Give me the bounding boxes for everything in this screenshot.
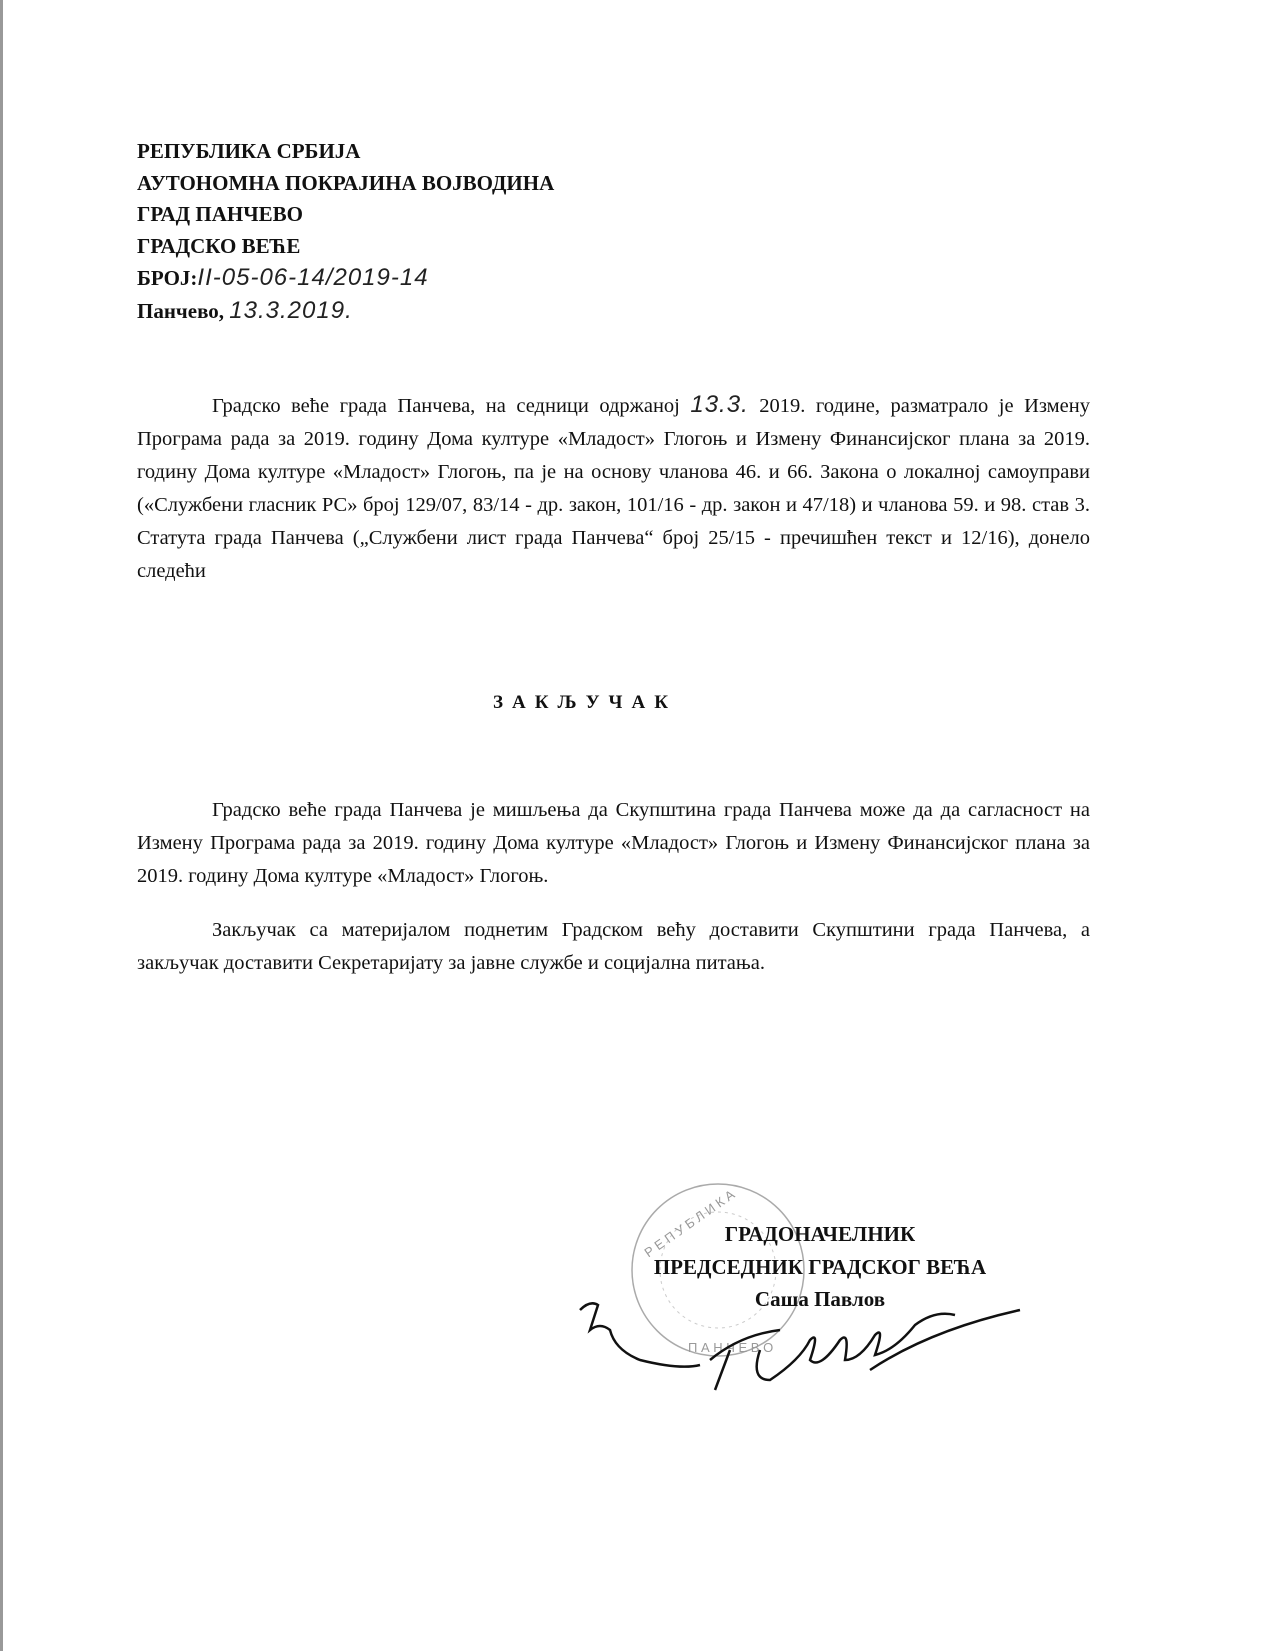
- delivery-text: Закључак са материјалом поднетим Градском већу доставити Скупштини града Панчева, а закључак доставити Секретаријату за јавне службе и социјална питања.: [137, 919, 1090, 974]
- delivery-paragraph: [137, 914, 1090, 980]
- signatory-role-mayor: ГРАДОНАЧЕЛНИК: [724, 1222, 916, 1246]
- svg-text:Р Е П У Б Л И К А: Р Е П У Б Л И К А: [641, 1186, 738, 1261]
- date-handwritten: 13.3.2019.: [229, 296, 353, 324]
- intro-text-start: Градско веће града Панчева, на седници одржаној: [212, 395, 691, 417]
- svg-text:П А Н Ч Е В О: П А Н Ч Е В О: [688, 1340, 774, 1355]
- header-number: [137, 262, 554, 295]
- header-council: ГРАДСКО ВЕЋЕ: [137, 233, 301, 258]
- document-title: ЗАКЉУЧАК: [493, 692, 677, 713]
- handwritten-signature: [570, 1290, 1040, 1400]
- conclusion-text: Градско веће града Панчева је мишљења да Скупштина града Панчева може да да сагласност на Измену Програма рада за 2019. годину Дома културе «Младост» Глогоњ и Измену Финансијског плана за 2019. годину Дома културе «Младост» Глогоњ.: [137, 799, 1090, 887]
- place-label: Панчево,: [137, 298, 225, 323]
- document-header: [137, 136, 554, 327]
- conclusion-paragraph: [137, 794, 1090, 893]
- intro-text-end: 2019. године, разматрало је Измену Програма рада за 2019. годину Дома културе «Младост» Глогоњ и Измену Финансијског плана за 2019. годину Дома културе «Младост» Глогоњ, па је на основу чланова 46. и 66. Закона о локалној самоуправи («Службени гласник РС» број 129/07, 83/14 - др. закон, 101/16 - др. закон и 47/18) и чланова 59. и 98. став 3. Статута града Панчева („Службени лист града Панчева“ број 25/15 - пречишћен текст и 12/16), донело следећи: [137, 395, 1090, 582]
- signatory-name: Саша Павлов: [754, 1287, 886, 1311]
- number-label: БРОЈ:: [137, 266, 198, 290]
- header-province: АУТОНОМНА ПОКРАЈИНА ВОЈВОДИНА: [137, 170, 555, 195]
- scan-edge: [0, 0, 3, 1651]
- session-date-handwritten: 13.3.: [690, 391, 749, 418]
- number-handwritten: II-05-06-14/2019-14: [197, 264, 429, 291]
- header-republic: РЕПУБЛИКА СРБИЈА: [137, 139, 361, 163]
- intro-paragraph: [137, 388, 1090, 588]
- header-city: ГРАД ПАНЧЕВО: [137, 202, 303, 226]
- signatory-role-president: ПРЕДСЕДНИК ГРАДСКОГ ВЕЋА: [653, 1254, 987, 1279]
- header-place-date: [137, 295, 554, 328]
